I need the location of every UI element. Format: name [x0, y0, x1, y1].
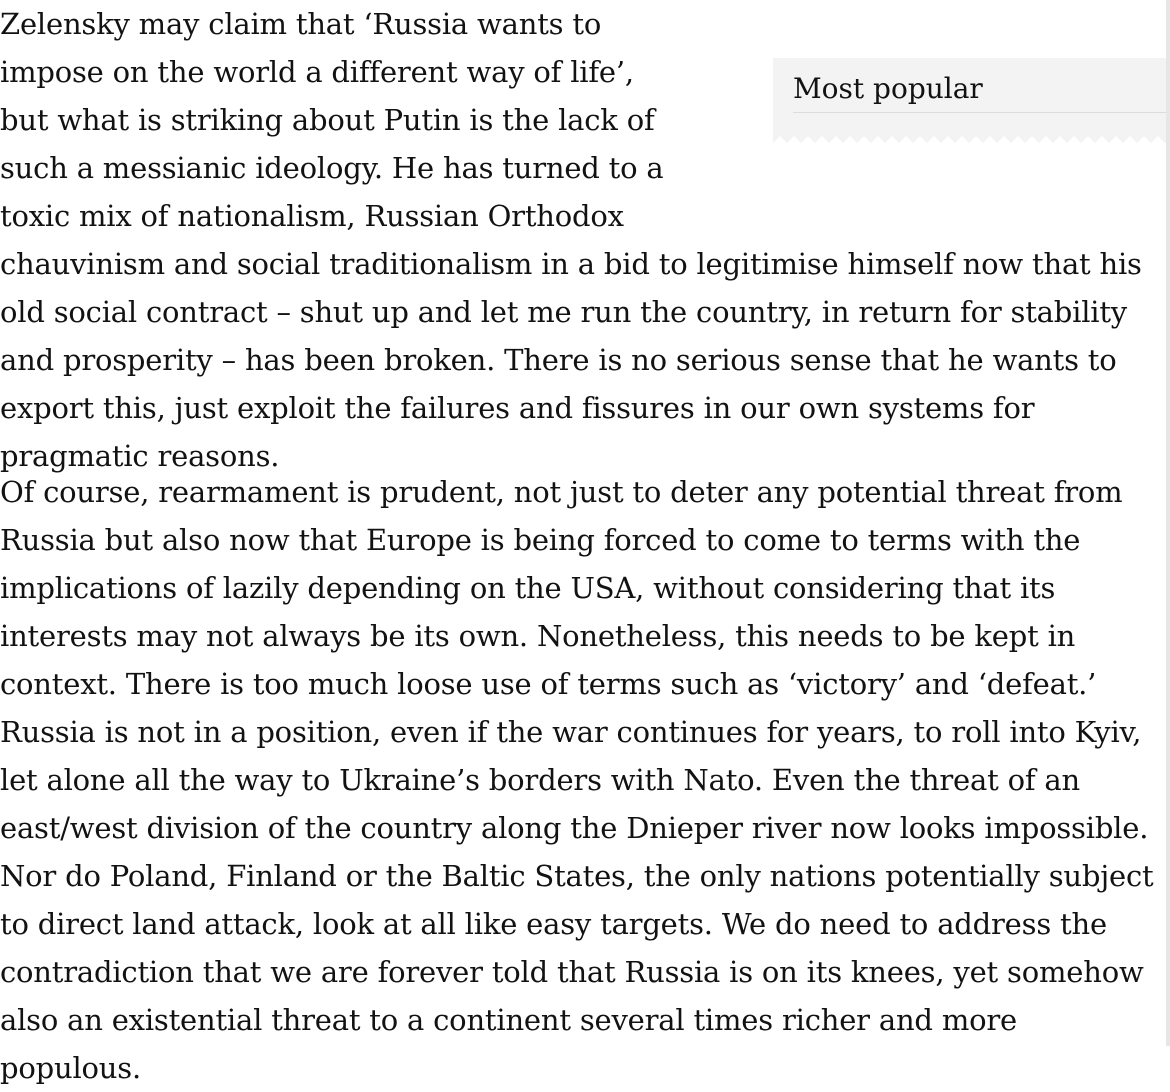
most-popular-heading: Most popular — [793, 72, 983, 105]
zigzag-edge-icon — [773, 134, 1170, 144]
most-popular-panel[interactable] — [773, 58, 1170, 144]
article-paragraph-2: Of course, rearmament is prudent, not just to deter any potential threat from Russia but also now that Europe is being forced to come to terms with the implications of lazily depending on the USA, without considering that its interests may not always be its own. Nonetheless, this needs to be kept in context. There is too much loose use of terms such as ‘victory’ and ‘defeat.’ Russia is not in a position, even if the war continues for years, to roll into Kyiv, let alone all the way to Ukraine’s borders with Nato. Even the threat of an east/west division of the country along the Dnieper river now looks impossible. Nor do Poland, Finland or the Baltic States, the only nations potentially subject to direct land attack, look at all like easy targets. We do need to address the contradiction that we are forever told that Russia is on its knees, yet somehow also an existential threat to a continent several times richer and more populous. — [0, 475, 1154, 1085]
page-right-edge — [1166, 0, 1170, 1046]
article-paragraph-1-text: Zelensky may claim that ‘Russia wants to impose on the world a different way of life’, but what is striking about Putin is the lack of such a messianic ideology. He has turned to a toxic mix of nationalism, Russian Orthodox chauvinism and social traditionalism in a bid to legitimise himself now that his old social contract – shut up and let me run the country, in return for stability and prosperity – has been broken. There is no serious sense that he wants to export this, just exploit the failures and fissures in our own systems for pragmatic reasons. — [0, 7, 1142, 473]
most-popular-divider — [793, 112, 1170, 113]
